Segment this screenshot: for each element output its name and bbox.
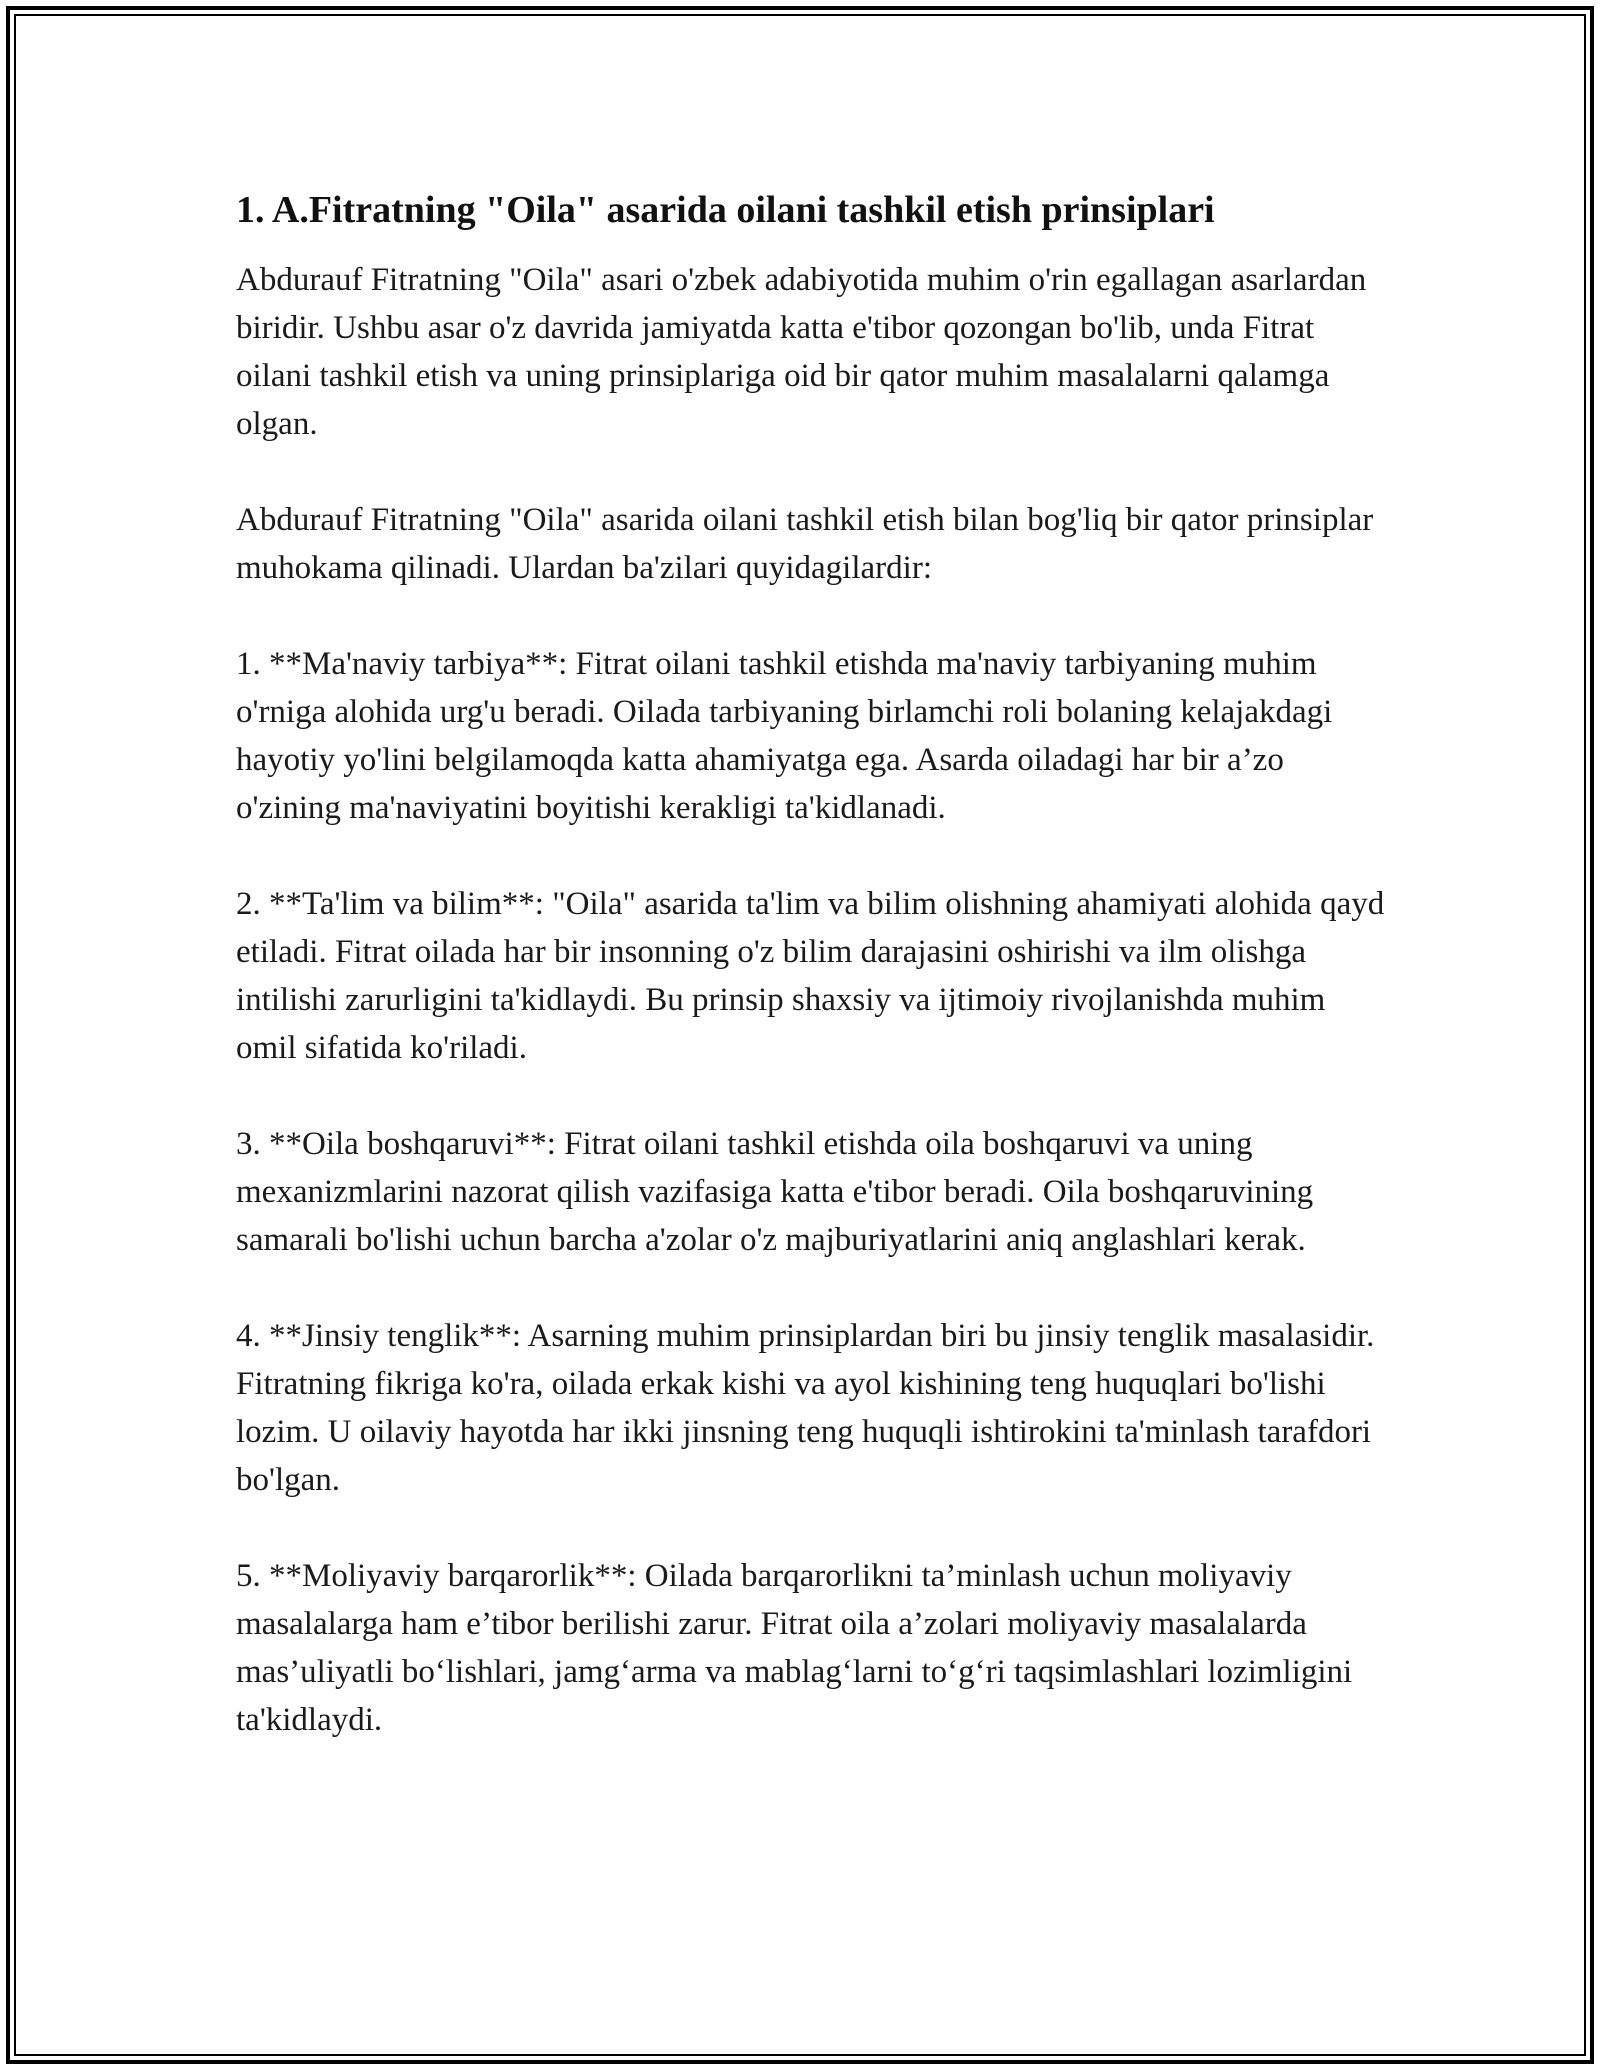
paragraph-spiritual-education: 1. **Ma'naviy tarbiya**: Fitrat oilani tashkil etishda ma'naviy tarbiyaning muhim o'rniga alohida urg'u beradi. Oilada tarbiyaning birlamchi roli bolaning kelajakdagi hayotiy yo'lini belgilamoqda katta ahamiyatga ega. Asarda oiladagi har bir a’zo o'zining ma'naviyatini boyitishi kerakligi ta'kidlanadi. (236, 646, 1333, 826)
paragraph-principles-lead: Abdurauf Fitratning "Oila" asarida oilani tashkil etish bilan bog'liq bir qator prinsiplar muhokama qilinadi. Ulardan ba'zilari quyidagilardir: (236, 502, 1374, 586)
document-body (236, 186, 1386, 1792)
paragraph-family-management: 3. **Oila boshqaruvi**: Fitrat oilani tashkil etishda oila boshqaruvi va uning mexanizmlarini nazorat qilish vazifasiga katta e'tibor beradi. Oila boshqaruvining samarali bo'lishi uchun barcha a'zolar o'z majburiyatlarini aniq anglashlari kerak. (236, 1126, 1314, 1258)
paragraph-education-knowledge: 2. **Ta'lim va bilim**: "Oila" asarida ta'lim va bilim olishning ahamiyati alohida qayd etiladi. Fitrat oilada har bir insonning o'z bilim darajasini oshirishi va ilm olishga intilishi zarurligini ta'kidlaydi. Bu prinsip shaxsiy va ijtimoiy rivojlanishda muhim omil sifatida ko'riladi. (236, 886, 1385, 1066)
paragraph-intro: Abdurauf Fitratning "Oila" asari o'zbek adabiyotida muhim o'rin egallagan asarlardan biridir. Ushbu asar o'z davrida jamiyatda katta e'tibor qozongan bo'lib, unda Fitrat oilani tashkil etish va uning prinsiplariga oid bir qator muhim masalalarni qalamga olgan. (236, 262, 1367, 442)
paragraph-gender-equality: 4. **Jinsiy tenglik**: Asarning muhim prinsiplardan biri bu jinsiy tenglik masalasidir. Fitratning fikriga ko'ra, oilada erkak kishi va ayol kishining teng huquqlari bo'lishi lozim. U oilaviy hayotda har ikki jinsning teng huquqli ishtirokini ta'minlash tarafdori bo'lgan. (236, 1318, 1375, 1498)
paragraph-financial-stability: 5. **Moliyaviy barqarorlik**: Oilada barqarorlikni ta’minlash uchun moliyaviy masalalarga ham e’tibor berilishi zarur. Fitrat oila a’zolari moliyaviy masalalarda mas’uliyatli bo‘lishlari, jamg‘arma va mablag‘larni to‘g‘ri taqsimlashlari lozimligini ta'kidlaydi. (236, 1558, 1353, 1738)
document-title: 1. A.Fitratning "Oila" asarida oilani tashkil etish prinsiplari (236, 189, 1215, 231)
